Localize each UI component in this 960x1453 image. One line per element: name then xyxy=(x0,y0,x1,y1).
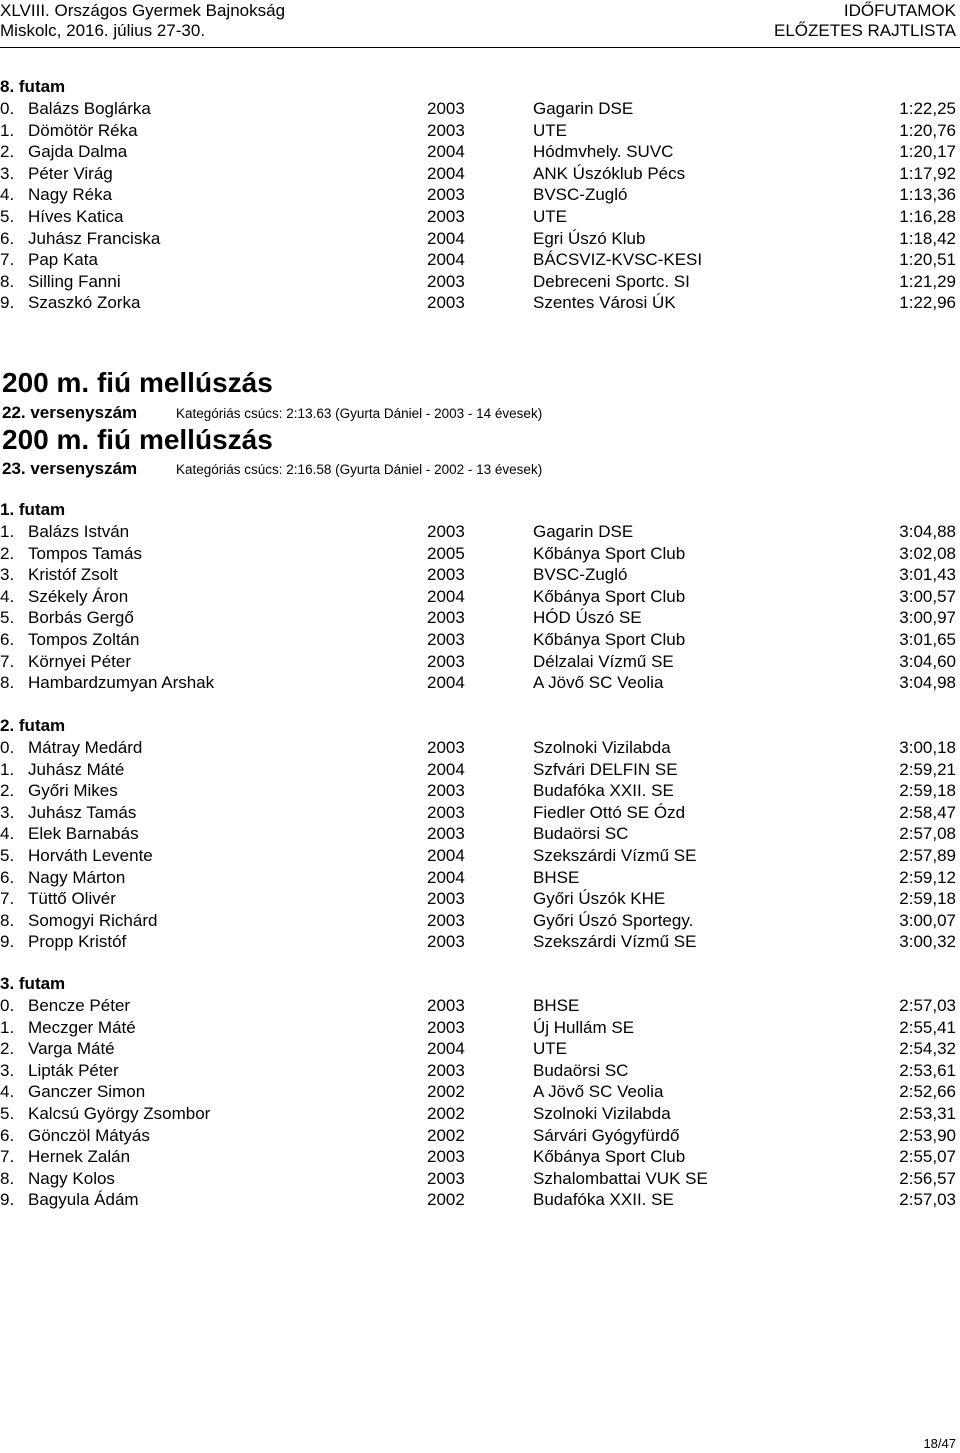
swimmer-name: Elek Barnabás xyxy=(28,824,139,844)
document-type: IDŐFUTAMOK xyxy=(843,1,956,20)
birth-year: 2003 xyxy=(427,651,465,671)
entry-time: 2:56,57 xyxy=(899,1168,956,1188)
birth-year: 2003 xyxy=(427,565,465,585)
birth-year: 2003 xyxy=(427,293,465,313)
event-title: 200 m. fiú mellúszás xyxy=(2,424,273,455)
entry-row xyxy=(0,229,960,251)
entry-time: 3:02,08 xyxy=(899,543,956,563)
club-name: Szolnoki Vizilabda xyxy=(533,1104,671,1123)
birth-year: 2003 xyxy=(427,738,465,757)
club-name: A Jövő SC Veolia xyxy=(533,673,664,693)
club-name: Új Hullám SE xyxy=(533,1017,635,1037)
swimmer-name: Somogyi Richárd xyxy=(28,910,158,930)
entry-row xyxy=(0,652,960,674)
lane-number: 0. xyxy=(0,996,15,1015)
swimmer-name: Silling Fanni xyxy=(28,271,121,291)
birth-year: 2004 xyxy=(427,250,465,270)
event-title: 200 m. fiú mellúszás xyxy=(2,367,273,398)
document-subtitle: ELŐZETES RAJTLISTA xyxy=(773,21,956,40)
entry-row xyxy=(0,846,960,868)
club-name: BHSE xyxy=(533,867,580,887)
entry-row xyxy=(0,911,960,933)
entry-time: 2:59,18 xyxy=(899,889,956,909)
swimmer-name: Kalcsú György Zsombor xyxy=(28,1104,211,1123)
category-record: Kategóriás csúcs: 2:13.63 (Gyurta Dániel - 2003 - 14 évesek) xyxy=(176,406,543,421)
birth-year: 2004 xyxy=(427,586,465,606)
swimmer-name: Híves Katica xyxy=(28,207,124,226)
entry-time: 1:20,17 xyxy=(899,142,956,162)
club-name: Budaörsi SC xyxy=(533,824,629,844)
lane-number: 4. xyxy=(0,185,15,205)
club-name: Fiedler Ottó SE Ózd xyxy=(533,802,686,822)
lane-number: 7. xyxy=(0,1147,15,1167)
swimmer-name: Varga Máté xyxy=(28,1039,115,1059)
entry-time: 3:00,97 xyxy=(899,608,956,628)
lane-number: 5. xyxy=(0,207,15,226)
club-name: BVSC-Zugló xyxy=(533,565,628,585)
entry-time: 3:04,88 xyxy=(899,522,956,541)
lane-number: 9. xyxy=(0,1190,15,1210)
entry-time: 2:58,47 xyxy=(899,802,956,822)
lane-number: 8. xyxy=(0,1168,15,1188)
lane-number: 6. xyxy=(0,630,15,649)
entry-row xyxy=(0,185,960,207)
lane-number: 9. xyxy=(0,932,15,952)
club-name: UTE xyxy=(533,207,567,226)
entry-time: 3:04,98 xyxy=(899,673,956,693)
entry-time: 1:20,76 xyxy=(899,120,956,140)
swimmer-name: Mátray Medárd xyxy=(28,738,143,757)
swimmer-name: Nagy Réka xyxy=(28,185,113,205)
lane-number: 5. xyxy=(0,608,15,628)
birth-year: 2004 xyxy=(427,228,465,248)
lane-number: 8. xyxy=(0,271,15,291)
entry-time: 1:22,25 xyxy=(899,99,956,118)
club-name: Sárvári Gyógyfürdő xyxy=(533,1125,680,1145)
swimmer-name: Péter Virág xyxy=(28,163,113,183)
club-name: Debreceni Sportc. SI xyxy=(533,271,690,291)
club-name: Szfvári DELFIN SE xyxy=(533,759,678,779)
lane-number: 4. xyxy=(0,1082,15,1102)
entry-time: 3:01,43 xyxy=(899,565,956,585)
birth-year: 2003 xyxy=(427,1168,465,1188)
lane-number: 7. xyxy=(0,889,15,909)
club-name: HÓD Úszó SE xyxy=(533,608,642,628)
entry-time: 1:18,42 xyxy=(899,228,956,248)
club-name: ANK Úszóklub Pécs xyxy=(533,163,686,183)
heat-title: 1. futam xyxy=(0,500,66,519)
birth-year: 2003 xyxy=(427,802,465,822)
club-name: Gagarin DSE xyxy=(533,99,634,118)
birth-year: 2003 xyxy=(427,932,465,952)
lane-number: 2. xyxy=(0,781,15,801)
swimmer-name: Bencze Péter xyxy=(28,996,131,1015)
lane-number: 3. xyxy=(0,1060,15,1080)
swimmer-name: Gajda Dalma xyxy=(28,142,128,162)
entry-time: 3:00,18 xyxy=(899,738,956,757)
birth-year: 2003 xyxy=(427,824,465,844)
entry-row xyxy=(0,760,960,782)
lane-number: 8. xyxy=(0,673,15,693)
championship-title: XLVIII. Országos Gyermek Bajnokság xyxy=(0,1,286,20)
entry-time: 1:13,36 xyxy=(899,185,956,205)
club-name: Egri Úszó Klub xyxy=(533,228,646,248)
entry-row xyxy=(0,207,960,229)
birth-year: 2002 xyxy=(427,1125,465,1145)
club-name: Győri Úszók KHE xyxy=(533,889,666,909)
swimmer-name: Borbás Gergő xyxy=(28,608,134,628)
club-name: Hódmvhely. SUVC xyxy=(533,142,674,162)
entry-time: 1:22,96 xyxy=(899,293,956,313)
swimmer-name: Juhász Franciska xyxy=(28,228,161,248)
entry-row xyxy=(0,1082,960,1104)
lane-number: 5. xyxy=(0,1104,15,1123)
club-name: Kőbánya Sport Club xyxy=(533,543,686,563)
swimmer-name: Gönczöl Mátyás xyxy=(28,1125,150,1145)
club-name: BHSE xyxy=(533,996,580,1015)
location-date: Miskolc, 2016. július 27-30. xyxy=(0,21,206,40)
entry-time: 2:53,61 xyxy=(899,1060,956,1080)
lane-number: 1. xyxy=(0,1017,15,1037)
birth-year: 2004 xyxy=(427,673,465,693)
club-name: UTE xyxy=(533,120,567,140)
lane-number: 1. xyxy=(0,759,15,779)
birth-year: 2004 xyxy=(427,846,465,865)
lane-number: 6. xyxy=(0,867,15,887)
club-name: BVSC-Zugló xyxy=(533,185,628,205)
lane-number: 3. xyxy=(0,802,15,822)
birth-year: 2003 xyxy=(427,996,465,1015)
club-name: BÁCSVIZ-KVSC-KESI xyxy=(533,250,703,270)
entry-row xyxy=(0,587,960,609)
birth-year: 2002 xyxy=(427,1104,465,1123)
category-record: Kategóriás csúcs: 2:16.58 (Gyurta Dániel - 2002 - 13 évesek) xyxy=(176,462,543,477)
birth-year: 2005 xyxy=(427,543,465,563)
birth-year: 2003 xyxy=(427,1147,465,1167)
club-name: Gagarin DSE xyxy=(533,522,634,541)
entry-row xyxy=(0,1104,960,1126)
lane-number: 2. xyxy=(0,142,15,162)
entry-row xyxy=(0,673,960,695)
swimmer-name: Bagyula Ádám xyxy=(28,1190,139,1210)
club-name: Kőbánya Sport Club xyxy=(533,586,686,606)
entry-time: 3:01,65 xyxy=(899,630,956,649)
entry-time: 1:20,51 xyxy=(899,250,956,270)
club-name: A Jövő SC Veolia xyxy=(533,1082,664,1102)
heat-title: 8. futam xyxy=(0,77,66,96)
swimmer-name: Horváth Levente xyxy=(28,846,153,865)
birth-year: 2003 xyxy=(427,781,465,801)
entry-row xyxy=(0,1126,960,1148)
event-number: 23. versenyszám xyxy=(2,459,138,478)
lane-number: 6. xyxy=(0,228,15,248)
club-name: Délzalai Vízmű SE xyxy=(533,651,674,671)
birth-year: 2003 xyxy=(427,608,465,628)
swimmer-name: Hambardzumyan Arshak xyxy=(28,673,215,693)
swimmer-name: Meczger Máté xyxy=(28,1017,136,1037)
birth-year: 2003 xyxy=(427,630,465,649)
entry-time: 2:54,32 xyxy=(899,1039,956,1059)
entry-time: 2:57,03 xyxy=(899,996,956,1015)
birth-year: 2004 xyxy=(427,142,465,162)
entry-time: 2:55,41 xyxy=(899,1017,956,1037)
entry-time: 2:53,31 xyxy=(899,1104,956,1123)
swimmer-name: Balázs István xyxy=(28,522,130,541)
entry-row xyxy=(0,803,960,825)
entry-row xyxy=(0,932,960,954)
entry-row xyxy=(0,121,960,143)
swimmer-name: Juhász Máté xyxy=(28,759,125,779)
entry-row xyxy=(0,1018,960,1040)
entry-time: 2:59,21 xyxy=(899,759,956,779)
birth-year: 2004 xyxy=(427,1039,465,1059)
club-name: Győri Úszó Sportegy. xyxy=(533,910,694,930)
swimmer-name: Székely Áron xyxy=(28,586,129,606)
lane-number: 7. xyxy=(0,250,15,270)
entry-row xyxy=(0,272,960,294)
entry-time: 3:04,60 xyxy=(899,651,956,671)
birth-year: 2003 xyxy=(427,1017,465,1037)
swimmer-name: Ganczer Simon xyxy=(28,1082,146,1102)
lane-number: 9. xyxy=(0,293,15,313)
swimmer-name: Juhász Tamás xyxy=(28,802,137,822)
lane-number: 0. xyxy=(0,99,15,118)
swimmer-name: Tompos Tamás xyxy=(28,543,143,563)
lane-number: 3. xyxy=(0,565,15,585)
lane-number: 0. xyxy=(0,738,15,757)
entry-row xyxy=(0,824,960,846)
club-name: Budafóka XXII. SE xyxy=(533,781,674,801)
entry-time: 3:00,32 xyxy=(899,932,956,952)
entry-row xyxy=(0,142,960,164)
birth-year: 2004 xyxy=(427,867,465,887)
entry-row xyxy=(0,250,960,272)
swimmer-name: Szaszkó Zorka xyxy=(28,293,141,313)
birth-year: 2003 xyxy=(427,271,465,291)
lane-number: 4. xyxy=(0,824,15,844)
page-number: 18/47 xyxy=(923,1436,956,1451)
event-number: 22. versenyszám xyxy=(2,403,138,422)
lane-number: 1. xyxy=(0,120,15,140)
swimmer-name: Balázs Boglárka xyxy=(28,99,151,118)
entry-time: 1:17,92 xyxy=(899,163,956,183)
club-name: Szekszárdi Vízmű SE xyxy=(533,846,697,865)
entry-row xyxy=(0,1061,960,1083)
lane-number: 3. xyxy=(0,163,15,183)
heat-title: 2. futam xyxy=(0,716,66,735)
entry-row xyxy=(0,630,960,652)
club-name: Szolnoki Vizilabda xyxy=(533,738,671,757)
entry-row xyxy=(0,1039,960,1061)
swimmer-name: Környei Péter xyxy=(28,651,131,671)
entry-row xyxy=(0,608,960,630)
swimmer-name: Propp Kristóf xyxy=(28,932,127,952)
swimmer-name: Kristóf Zsolt xyxy=(28,565,118,585)
lane-number: 2. xyxy=(0,1039,15,1059)
birth-year: 2003 xyxy=(427,522,465,541)
birth-year: 2002 xyxy=(427,1190,465,1210)
entry-row xyxy=(0,522,960,544)
entry-row xyxy=(0,544,960,566)
club-name: Kőbánya Sport Club xyxy=(533,1147,686,1167)
entry-row xyxy=(0,996,960,1018)
swimmer-name: Hernek Zalán xyxy=(28,1147,131,1167)
club-name: Szekszárdi Vízmű SE xyxy=(533,932,697,952)
club-name: Kőbánya Sport Club xyxy=(533,630,686,649)
swimmer-name: Dömötör Réka xyxy=(28,120,138,140)
entry-time: 2:55,07 xyxy=(899,1147,956,1167)
swimmer-name: Nagy Márton xyxy=(28,867,126,887)
swimmer-name: Győri Mikes xyxy=(28,781,118,801)
entry-time: 2:53,90 xyxy=(899,1125,956,1145)
entry-row xyxy=(0,1147,960,1169)
birth-year: 2003 xyxy=(427,99,465,118)
birth-year: 2003 xyxy=(427,910,465,930)
entry-time: 2:57,08 xyxy=(899,824,956,844)
lane-number: 6. xyxy=(0,1125,15,1145)
lane-number: 8. xyxy=(0,910,15,930)
birth-year: 2003 xyxy=(427,889,465,909)
swimmer-name: Nagy Kolos xyxy=(28,1168,115,1188)
entry-time: 2:52,66 xyxy=(899,1082,956,1102)
birth-year: 2004 xyxy=(427,163,465,183)
entry-row xyxy=(0,565,960,587)
birth-year: 2003 xyxy=(427,1060,465,1080)
swimmer-name: Tompos Zoltán xyxy=(28,630,140,649)
entry-row xyxy=(0,99,960,121)
entry-row xyxy=(0,738,960,760)
heat-title: 3. futam xyxy=(0,974,66,993)
lane-number: 1. xyxy=(0,522,15,541)
club-name: UTE xyxy=(533,1039,567,1059)
lane-number: 4. xyxy=(0,586,15,606)
entry-time: 2:57,89 xyxy=(899,846,956,865)
birth-year: 2003 xyxy=(427,207,465,226)
lane-number: 5. xyxy=(0,846,15,865)
entry-row xyxy=(0,164,960,186)
lane-number: 2. xyxy=(0,543,15,563)
entry-row xyxy=(0,293,960,315)
birth-year: 2003 xyxy=(427,120,465,140)
club-name: Szentes Városi ÚK xyxy=(533,293,676,313)
entry-time: 2:57,03 xyxy=(899,1190,956,1210)
entry-time: 3:00,07 xyxy=(899,910,956,930)
birth-year: 2003 xyxy=(427,185,465,205)
entry-row xyxy=(0,889,960,911)
birth-year: 2004 xyxy=(427,759,465,779)
club-name: Budaörsi SC xyxy=(533,1060,629,1080)
entry-time: 2:59,18 xyxy=(899,781,956,801)
club-name: Szhalombattai VUK SE xyxy=(533,1168,708,1188)
entry-time: 1:16,28 xyxy=(899,207,956,226)
entry-row xyxy=(0,868,960,890)
entry-time: 1:21,29 xyxy=(899,271,956,291)
swimmer-name: Pap Kata xyxy=(28,250,98,270)
entry-time: 3:00,57 xyxy=(899,586,956,606)
swimmer-name: Tüttő Olivér xyxy=(28,889,116,909)
entry-row xyxy=(0,1169,960,1191)
club-name: Budafóka XXII. SE xyxy=(533,1190,674,1210)
swimmer-name: Lipták Péter xyxy=(28,1060,119,1080)
birth-year: 2002 xyxy=(427,1082,465,1102)
lane-number: 7. xyxy=(0,651,15,671)
entry-row xyxy=(0,781,960,803)
entry-row xyxy=(0,1190,960,1212)
entry-time: 2:59,12 xyxy=(899,867,956,887)
